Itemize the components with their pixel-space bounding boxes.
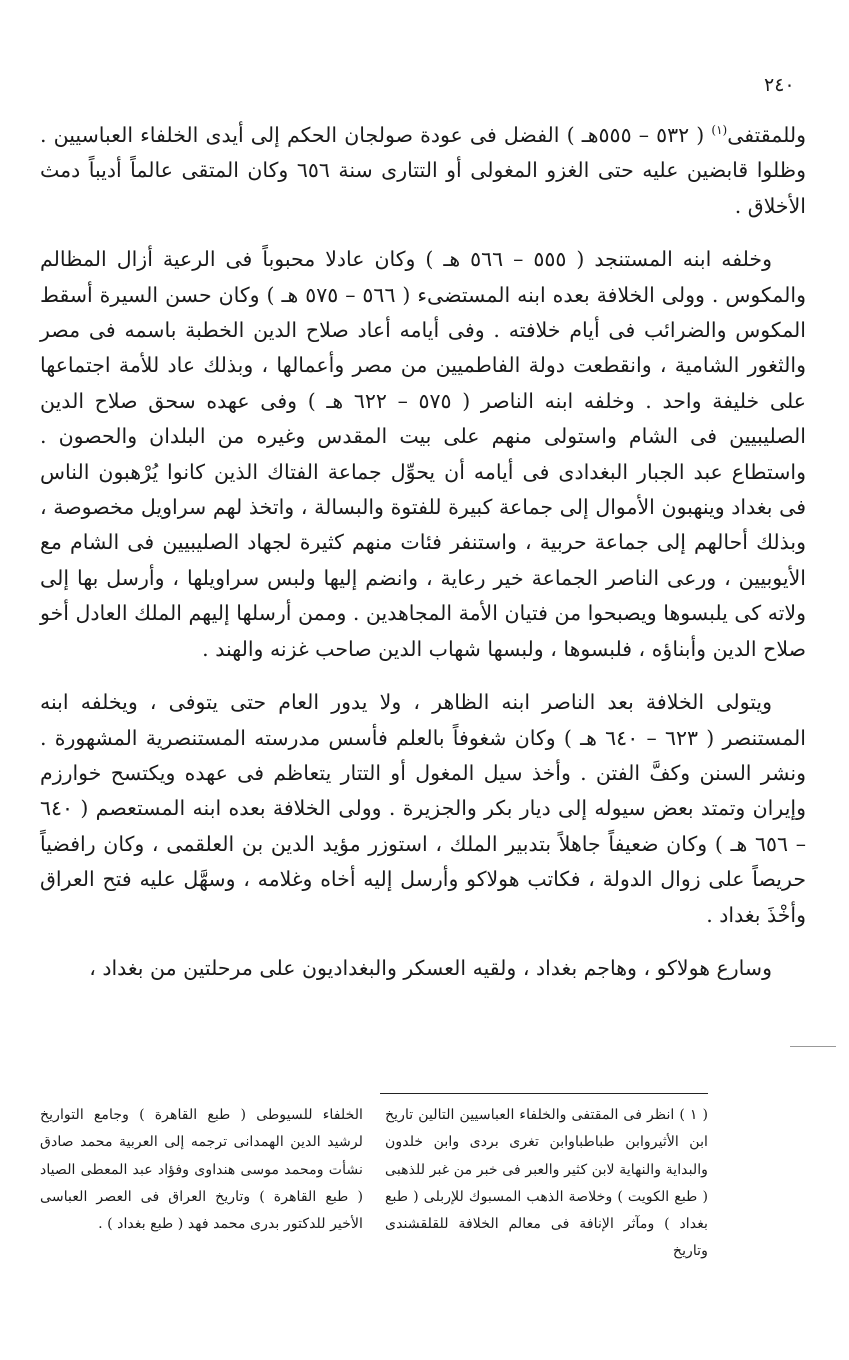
main-text <box>40 118 806 1004</box>
margin-mark <box>790 1046 836 1047</box>
paragraph-1-body: ( ٥٣٢ – ٥٥٥هـ ) الفضل فى عودة صولجان الحكم إلى أيدى الخلفاء العباسيين . وظلوا قابضين عليه حتى الغزو المغولى أو التتارى سنة ٦٥٦ وكان المتقى عالماً أديباً دمث الأخلاق . <box>40 123 806 218</box>
footnote-ref: (١) <box>711 123 728 138</box>
paragraph-1 <box>40 118 806 224</box>
paragraph-4: وسارع هولاكو ، وهاجم بغداد ، ولقيه العسكر والبغداديون على مرحلتين من بغداد ، <box>89 955 772 980</box>
footnotes <box>40 1102 708 1266</box>
paragraph-1-lead: وللمقتفى <box>727 123 806 147</box>
footnote-column-left: الخلفاء للسيوطى ( طبع القاهرة ) وجامع التواريخ لرشيد الدين الهمدانى ترجمه إلى العربية محمد صادق نشأت ومحمد موسى هنداوى وفؤاد عبد المعطى الصياد ( طبع القاهرة ) وتاريخ العراق فى العصر العباسى الأخير للدكتور بدرى محمد فهد ( طبع بغداد ) . <box>40 1107 363 1233</box>
page-number: ٢٤٠ <box>764 74 795 96</box>
paragraph-2: وخلفه ابنه المستنجد ( ٥٥٥ – ٥٦٦ هـ ) وكان عادلا محبوباً فى الرعية أزال المظالم والمكوس . وولى الخلافة بعده ابنه المستضىء ( ٥٦٦ – ٥٧٥ هـ ) وكان حسن السيرة أسقط المكوس والضرائب فى أيام خلافته . وفى أيامه أعاد صلاح الدين الخطبة باسمه فى مصر والثغور الشامية ، وانقطعت دولة الفاطميين من مصر وأعمالها ، وبذلك عاد للأمة اجتماعها على خليفة واحد . وخلفه ابنه الناصر ( ٥٧٥ – ٦٢٢ هـ ) وفى عهده سحق صلاح الدين الصليبيين فى الشام واستولى منهم على بيت المقدس وغيره من البلدان والحصون . واستطاع عبد الجبار البغدادى فى أيامه أن يحوِّل جماعة الفتاك الذين كانوا يُرْهبون الناس فى بغداد وينهبون الأموال إلى جماعة كبيرة للفتوة والبسالة ، واتخذ لهم سراويل مخصوصة ، وبذلك أحالهم إلى جماعة حربية ، واستنفر فئات منهم كثيرة لجهاد الصليبيين فى الشام مع الأيوبيين ، ورعى الناصر الجماعة خير رعاية ، وانضم إليها ولبس سراويلها ، وأرسل بها إلى ولاته كى يلبسوها ويصبحوا من فتيان الأمة المجاهدين . وممن أرسلها إليهم الملك العادل أخو صلاح الدين وأبناؤه ، فلبسوها ، ولبسها شهاب الدين صاحب غزنه والهند . <box>40 247 806 661</box>
footnote-divider <box>380 1093 708 1094</box>
footnote-column-right: ( ١ ) انظر فى المقتفى والخلفاء العباسيين التالين تاريخ ابن الأثيروابن طباطباوابن تغرى بردى وابن خلدون والبداية والنهاية لابن كثير والعبر فى خبر من غبر للذهبى ( طبع الكويت ) وخلاصة الذهب المسبوك للإربلى ( طبع بغداد ) ومآثر الإنافة فى معالم الخلافة للقلقشندى وتاريخ <box>385 1107 708 1260</box>
paragraph-3: ويتولى الخلافة بعد الناصر ابنه الظاهر ، ولا يدور العام حتى يتوفى ، ويخلفه ابنه المستنصر ( ٦٢٣ – ٦٤٠ هـ ) وكان شغوفاً بالعلم فأسس مدرسته المستنصرية المشهورة . ونشر السنن وكفَّ الفتن . وأخذ سيل المغول أو التتار يتعاظم فى عهده ويكتسح خوارزم وإيران وتمتد بعض سيوله إلى ديار بكر والجزيرة . وولى الخلافة بعده ابنه المستعصم ( ٦٤٠ – ٦٥٦ هـ ) وكان ضعيفاً جاهلاً بتدبير الملك ، استوزر مؤيد الدين بن العلقمى ، وكان رافضياً حريصاً على زوال الدولة ، فكاتب هولاكو وأرسل إليه أخاه وغلامه ، وسهَّل عليه فتح العراق وأخْذَ بغداد . <box>40 690 806 927</box>
